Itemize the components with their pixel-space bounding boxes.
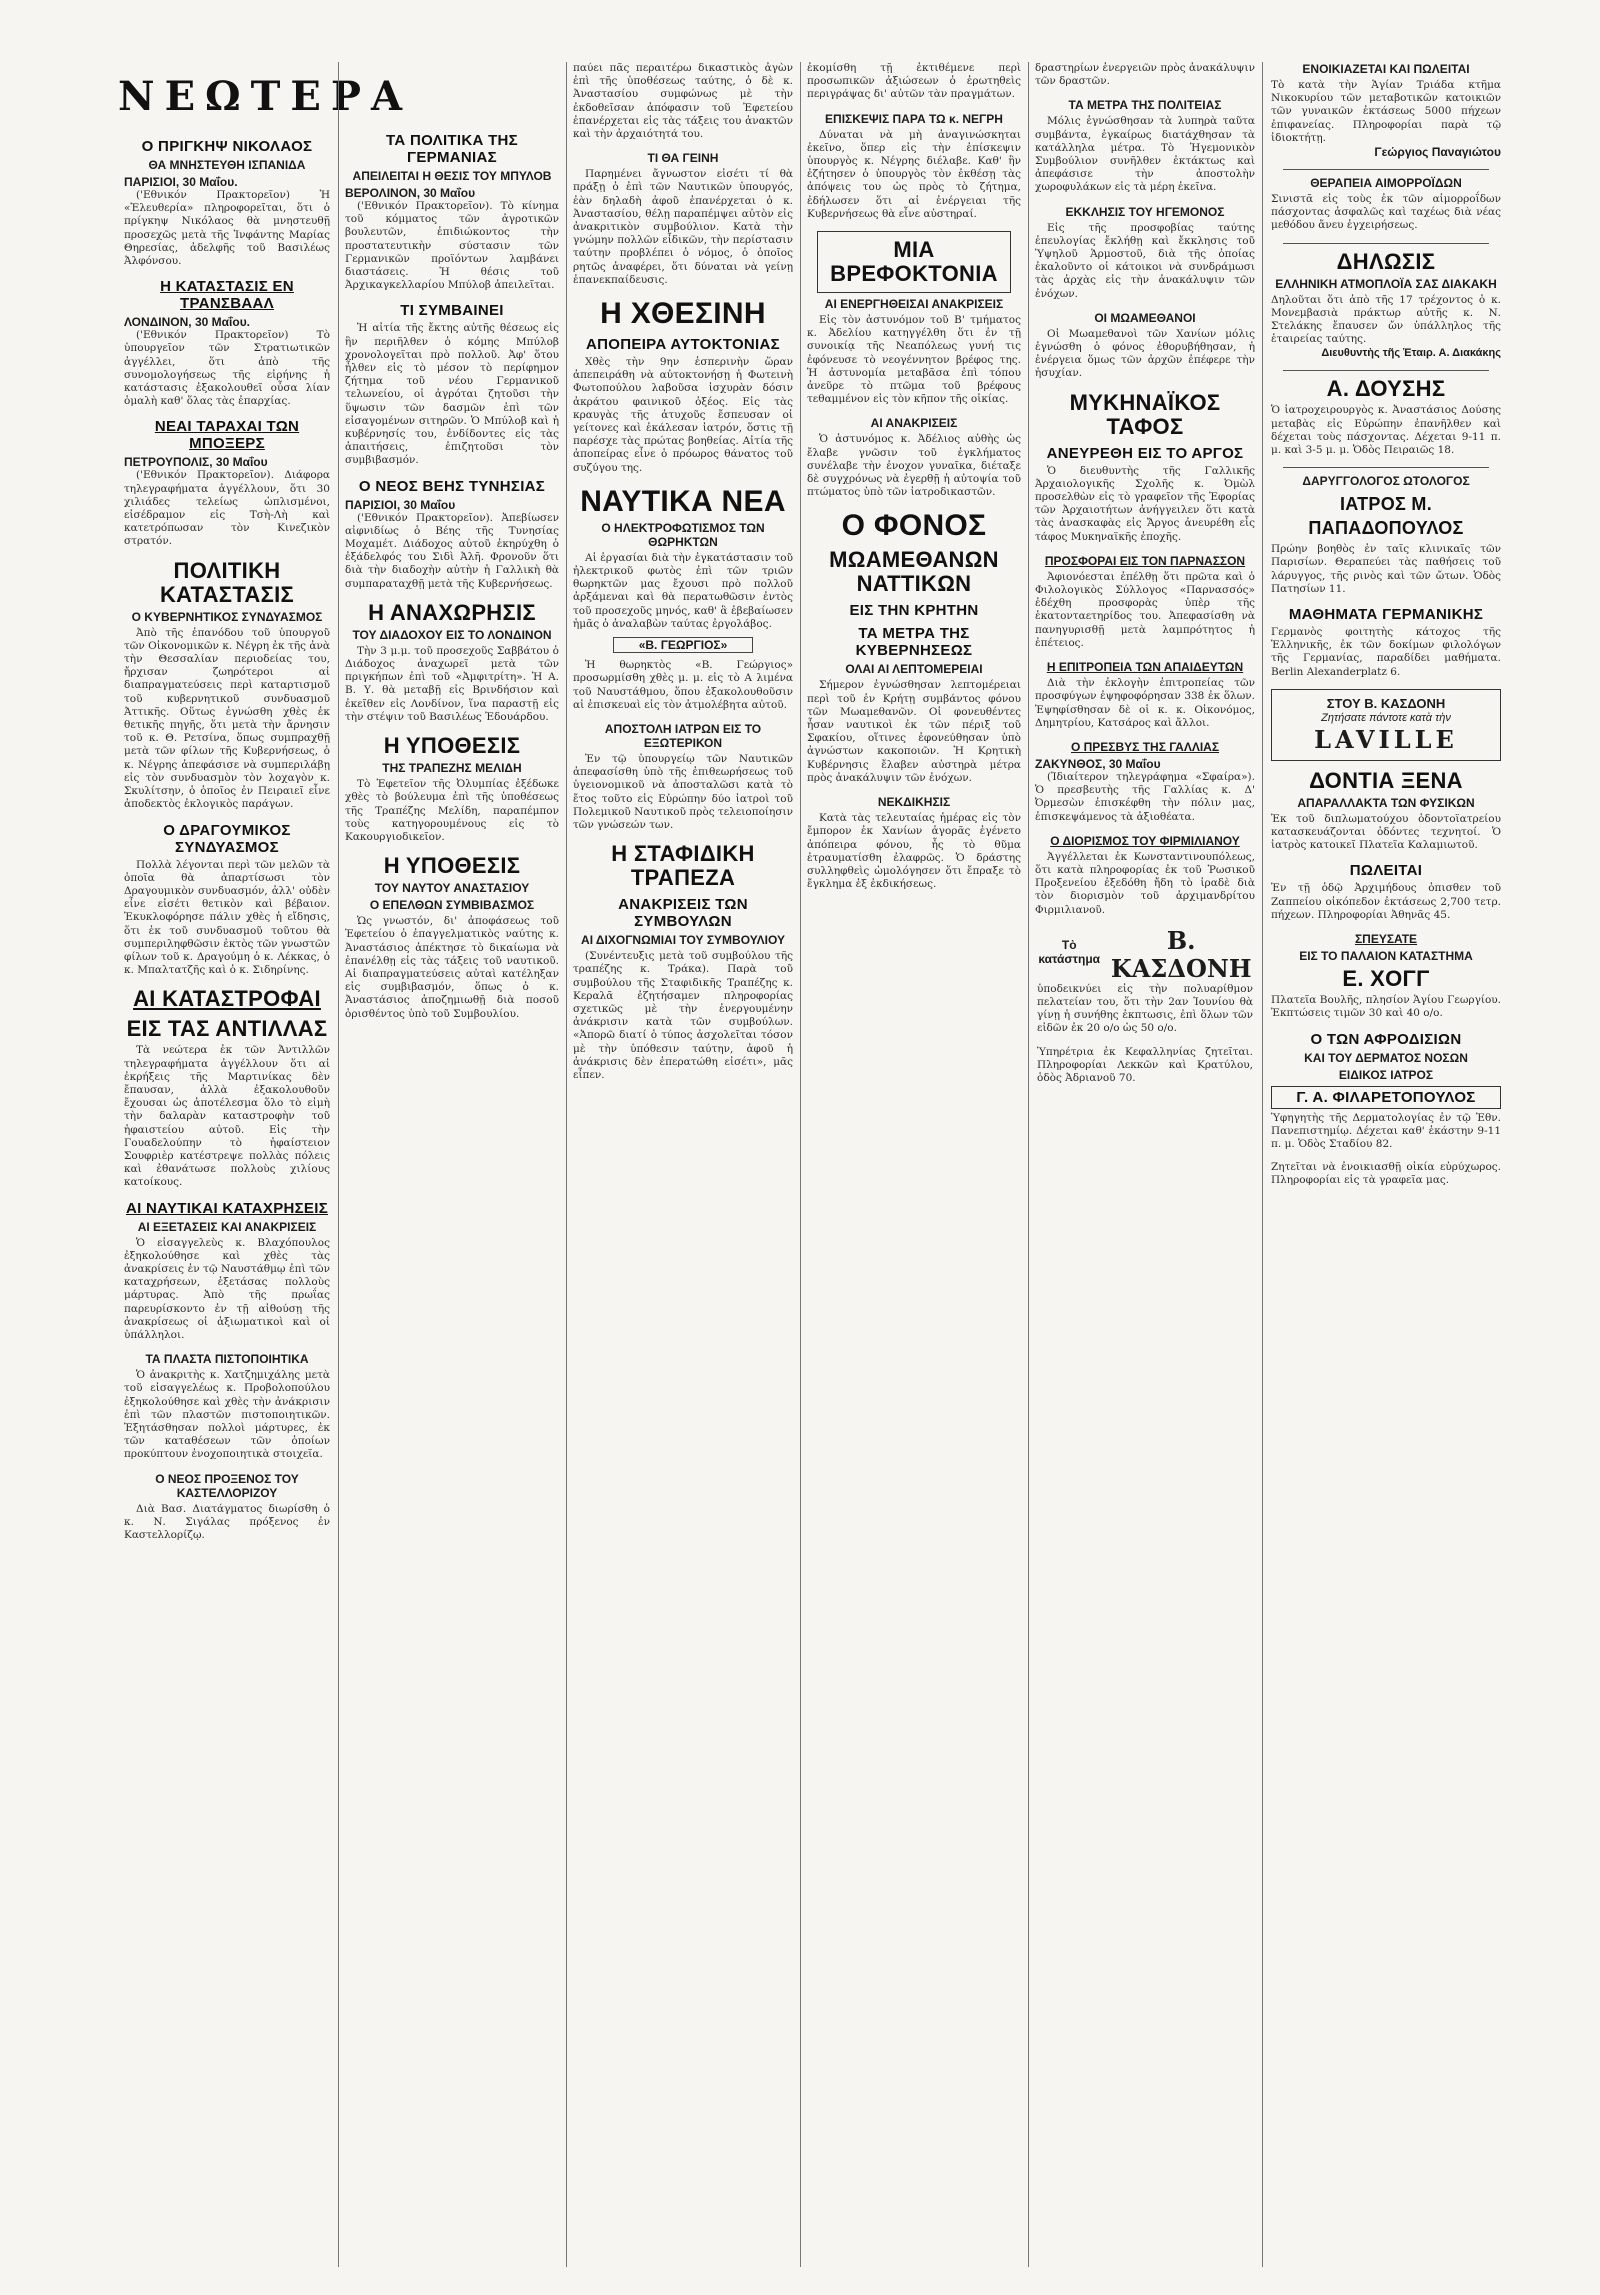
article-french-ambassador [1035,740,1255,824]
ad-subtitle: ΑΠΑΡΑΛΛΑΚΤΑ ΤΩΝ ΦΥΣΙΚΩΝ [1297,795,1475,810]
dateline: ΒΕΡΟΛΙΝΟΝ, 30 Μαΐου [345,186,476,200]
ad-title: ΕΝΟΙΚΙΑΖΕΤΑΙ ΚΑΙ ΠΩΛΕΙΤΑΙ [1302,62,1470,76]
headline-box [817,231,1011,293]
article-text: Ὁ εἰσαγγελεὺς κ. Βλαχόπουλος ἐξηκολούθησε καὶ χθὲς τὰς ἀνακρίσεις ἐν τῷ Ναυστάθμῳ ἐπὶ τῶν καταχρήσεων, ἐξετάσας πολλοὺς μάρτυρας. Ἀπὸ τῆς πρωΐας παρευρίσκοντο ἐν τῇ αἰθούσῃ τῆς ἀνακρίσεως οἱ ἀξιωματικοὶ καὶ οἱ ὑπάλληλοι. [124,1236,330,1341]
headline: ΕΠΙΣΚΕΨΙΣ ΠΑΡΑ ΤΩ κ. ΝΕΓΡΗ [825,111,1003,126]
headline: Η ΧΘΕΣΙΝΗ [600,297,766,331]
article-text: Ἡ αἰτία τῆς ἔκτης αὐτῆς θέσεως εἰς ἣν περιῆλθεν ὁ κόμης Μπύλοβ χρονολογεῖται πρὸ πολλοῦ. Ἀφ' ὅτου ἦλθεν εἰς τὸ μέσον τὸ περίφημον ζήτημα τοῦ νέου Γερμανικοῦ τελωνείου, οἱ ἀγρόται ζητοῦσι τὴν ὕψωσιν τῶν δασμῶν ἐπὶ τῶν εἰσαγομένων σιτηρῶν. Ὁ Μπύλοβ καὶ ἡ κυβέρνησίς του, ἐνδίδοντες εἰς τὰς ἀπαιτήσεις, ἐπιζητοῦσι τὸν συμβιβασμόν. [345,322,559,467]
ad-kasdoni-sale [1037,927,1253,1036]
article-prince-appeal [1035,205,1255,301]
ad-title: ΠΩΛΕΙΤΑΙ [1349,862,1423,880]
article-anastasiou [345,854,559,1021]
article-suicide-attempt [573,297,793,475]
article-continuation [573,62,793,141]
article-text: Δύναται νὰ μὴ ἀναγινώσκηται ἐκεῖνο, ὅπερ εἰς τὴν ἐπίσκεψιν ὑπουργὸς κ. Νέγρης διέλαβε. Καθ' ἣν ἐζήτησεν ὁ ὑπουργὸς τὸν ἐκθέσῃ τὰς ἀπόψεις του ὡς πρὸς τὸ ζήτημα, ἐδήλωσεν ὅτι αἱ ἐνέργειαι τῆς Κυβερνήσεως θὰ εἶνε αὐστηραί. [807,128,1021,220]
ad-hogg [1271,932,1501,1020]
column-5 [1028,62,1261,2267]
article-crown-prince [345,601,559,724]
ad-name: ΙΑΤΡΟΣ Μ. ΠΑΠΑΔΟΠΟΥΛΟΣ [1308,494,1464,539]
article-text: Μόλις ἐγνώσθησαν τὰ λυπηρὰ ταῦτα συμβάντα, ἐγκαίρως διατάχθησαν τὰ κατάλληλα μέτρα. Τὸ Ἠγεμονικὸν Συμβούλιον συνῆλθεν ἐκτάκτως καὶ ἀπεφάσισε τὴν ἀποστολὴν χωροφυλάκων εἰς τὰ μέρη ἐκεῖνα. [1035,115,1255,194]
ad-title: ΔΗΛΩΣΙΣ [1336,248,1436,274]
ad-house-wanted [1271,1161,1501,1187]
headline: ΤΑ ΜΕΤΡΑ ΤΗΣ ΠΟΛΙΤΕΙΑΣ [1068,98,1222,113]
subheadline: ΤΟΥ ΝΑΥΤΟΥ ΑΝΑΣΤΑΣΙΟΥ [374,881,530,896]
article-consul [124,1472,330,1543]
ad-name: Γ. Α. ΦΙΛΑΡΕΤΟΠΟΥΛΟΣ [1271,1086,1501,1109]
article-refugees-committee [1035,660,1255,730]
article-text: ('Εθνικόν Πρακτορεῖον). Ἀπεβίωσεν αἰφνιδίως ὁ Βέης τῆς Τυνησίας Μοχαμέτ. Διάδοχος αὐτοῦ ἐκηρύχθη ὁ ἐξάδελφός του Σιδὶ Ἀλῆ. Φρονοῦν ὅτι διὰ τὴν διαδοχὴν αὐτὴν ἡ Γαλλικὴ θὰ συμπαραταχθῇ μετὰ τῆς Κυβερνήσεως. [345,511,559,590]
ad-prefix: Τὸ κατάστημα [1038,937,1101,966]
dateline: ΠΕΤΡΟΥΠΟΛΙΣ, 30 Μαΐου [124,455,268,470]
ad-title: ΔΑΡΥΓΓΟΛΟΓΟΣ ΩΤΟΛΟΓΟΣ [1302,474,1470,489]
headline: Η ΣΤΑΦΙΔΙΚΗ ΤΡΑΠΕΖΑ [611,841,755,891]
subheadline: ΑΠΕΙΛΕΙΤΑΙ Η ΘΕΣΙΣ ΤΟΥ ΜΠΥΛΟΒ [352,169,552,183]
ad-german-lessons [1271,606,1501,679]
article-text: ἐκομίσθη τῇ ἐκτιθέμενε περὶ προσωπικῶν ἀξιώσεων ὁ ἐρωτηθεὶς περιγράψας δι' αὐτῶν τὰν πραγμάτων. [807,62,1021,101]
headline: Η ΕΠΙΤΡΟΠΕΙΑ ΤΩΝ ΑΠΑΙΔΕΥΤΩΝ [1046,660,1244,675]
divider [1283,243,1489,244]
article-muslims [1035,311,1255,381]
subheadline: ΑΝΑΚΡΙΣΕΙΣ ΤΩΝ ΣΥΜΒΟΥΛΩΝ [618,896,748,931]
headline: ΑΠΟΣΤΟΛΗ ΙΑΤΡΩΝ ΕΙΣ ΤΟ ΕΞΩΤΕΡΙΚΟΝ [604,721,762,750]
ad-line-1: ΣΤΟΥ Β. ΚΑΣΔΟΝΗ [1326,695,1446,711]
ad-title: ΣΠΕΥΣΑΤΕ [1354,932,1418,947]
article-parnassus [1035,554,1255,650]
article-text: Κατὰ τὰς τελευταίας ἡμέρας εἰς τὸν ἔμπορον ἐκ Χανίων ἀγορᾶς ἐγένετο ἀπόπειρα φόνου, ἧς τὸ θῦμα ἐτραυματίσθη ἐλαφρῶς. Ὁ δράστης συλληφθεὶς ὡμολόγησεν ὅτι ἔπραξε τὸ ἔγκλημα ἐξ ἐκδικήσεως. [807,812,1021,891]
article-text: Χθὲς τὴν 9ην ἑσπερινὴν ὥραν ἀπεπειράθη νὰ αὐτοκτονήσῃ ἡ Φωτεινὴ Φωτοπούλου λαβοῦσα ἰσχυρὰν δόσιν ἀκράτου φαινικοῦ ὀξέος. Εἰς τὰς κραυγὰς τῆς ἀτυχοῦς ἔσπευσαν οἱ γείτονες καὶ ἐκάλεσαν ἰατρόν, ὅστις τῇ παρέσχε τὰς πρώτας βοηθείας. Αἰτία τῆς ἀποπείρας εἶνε ὁ πρόωρος θάνατος τοῦ συζύγου της. [573,356,793,474]
article-prince-nicholas [124,138,330,268]
subheadline: ΑΠΟΠΕΙΡΑ ΑΥΤΟΚΤΟΝΙΑΣ [586,336,780,354]
article-tunisia [345,478,559,591]
article-naval-abuses [124,1200,330,1343]
article-melidi-bank [345,734,559,844]
headline: ΜΥΚΗΝΑΪΚΟΣ ΤΑΦΟΣ [1069,389,1221,439]
ad-text: Σινιστᾶ εἰς τοὺς ἐκ τῶν αἱμορροΐδων πάσχοντας ἀσφαλῶς καὶ ταχέως διὰ νέας μεθόδου ἄνευ ἐγχειρήσεως. [1271,193,1501,232]
article-firmilianos [1035,834,1255,917]
headline: Ο ΔΡΑΓΟΥΜΙΚΟΣ ΣΥΝΔΥΑΣΜΟΣ [163,821,291,856]
ad-subtitle: ΕΛΛΗΝΙΚΗ ΑΤΜΟΠΛΟΪΑ ΣΑΣ ΔΙΑΚΑΚΗ [1275,276,1497,291]
ad-hemorrhoids [1271,176,1501,233]
article-text: Ὡς γνωστόν, δι' ἀποφάσεως τοῦ Ἐφετείου ὁ ἐπαγγελματικὸς ναύτης κ. Ἀναστάσιος ἀπέκτησε τὸ δικαίωμα νὰ ἐπανέλθῃ εἰς τὰς τάξεις τοῦ ναυτικοῦ. Αἱ διαπραγματεύσεις αὐταὶ κατέληξαν εἰς συμβιβασμόν, ὅπως ὁ κ. Ἀναστάσιος ἀποζημιωθῇ διὰ ποσοῦ ὁρισθέντος ὑπὸ τοῦ Συμβουλίου. [345,915,559,1020]
ad-signature: Διευθυντὴς τῆς Ἑταιρ. Α. Διακάκης [1321,347,1501,360]
article-continuation [1035,62,1255,88]
masthead: ΝΕΩΤΕΡΑ [118,73,413,120]
article-text: Ἀγγέλλεται ἐκ Κωνσταντινουπόλεως, ὅτι κατὰ πληροφορίας ἐκ τοῦ Ῥωσικοῦ Προξενείου ἐξεδόθη ἤδη τὸ ἰραδὲ διὰ τὸν διορισμὸν τοῦ ἀρχιμανδρίτου Φιρμιλιανοῦ. [1035,850,1255,916]
ad-subtitle: ΚΑΙ ΤΟΥ ΔΕΡΜΑΤΟΣ ΝΟΣΩΝ [1304,1050,1468,1065]
subheadline: ΑΙ ΕΝΕΡΓΗΘΕΙΣΑΙ ΑΝΑΚΡΙΣΕΙΣ [824,297,1004,312]
dateline: ΖΑΚΥΝΘΟΣ, 30 Μαΐου [1035,756,1161,771]
ad-text: Πλατεῖα Βουλῆς, πλησίον Ἁγίου Γεωργίου. Ἐκπτώσεις τιμῶν 30 καὶ 40 ο/ο. [1271,994,1501,1020]
ad-subtitle: ΕΙΣ ΤΟ ΠΑΛΑΙΟΝ ΚΑΤΑΣΤΗΜΑ [1299,949,1473,964]
ad-subtitle-2: ΕΙΔΙΚΟΣ ΙΑΤΡΟΣ [1338,1067,1434,1082]
article-antilles [124,987,330,1189]
ad-store-name: Β. ΚΑΣΔΟΝΗ [1110,925,1252,983]
headline: ΑΙ ΚΑΤΑΣΤΡΟΦΑΙ [133,986,321,1012]
article-text: Σήμερον ἐγνώσθησαν λεπτομέρειαι περὶ τοῦ ἐν Κρήτῃ συμβάντος φόνου τῶν Μωαμεθανῶν. Οἱ φονευθέντες ἦσαν ναυτικοὶ ἐκ τῶν πέριξ τοῦ Σφακίου, οἵτινες ἐφονεύθησαν ὑπὸ ἀγνώστων κακοποιῶν. Ἡ Κρητικὴ Κυβέρνησις ἔλαβεν αὐστηρὰ μέτρα πρὸς ἀνακάλυψιν τῶν ἐνόχων. [807,679,1021,784]
article-negris-visit [807,112,1021,221]
column-2 [338,62,565,2267]
subheadline-3: ΤΑ ΜΕΤΡΑ ΤΗΣ ΚΥΒΕΡΝΗΣΕΩΣ [855,625,973,660]
dateline: ΠΑΡΙΣΙΟΙ, 30 Μαΐου. [124,175,238,189]
article-dragoumis [124,822,330,978]
subheadline-2: ΑΙ ΔΙΧΟΓΝΩΜΙΑΙ ΤΟΥ ΣΥΜΒΟΥΛΙΟΥ [581,933,785,948]
headline: Ο ΦΟΝΟΣ [841,509,987,543]
ship-name: «Β. ΓΕΩΡΓΙΟΣ» [613,637,753,653]
column-6-ads [1262,62,1509,2267]
subheadline: ΘΑ ΜΝΗΣΤΕΥΘΗ ΙΣΠΑΝΙΔΑ [148,158,306,172]
ad-text: Ὑφηγητὴς τῆς Δερματολογίας ἐν τῷ Ἐθν. Πανεπιστημίῳ. Δέχεται καθ' ἑκάστην 9-11 π. μ. Ὁδὸς Σταδίου 82. [1271,1111,1501,1150]
divider [1283,370,1489,371]
ad-title: ΔΟΝΤΙΑ ΞΕΝΑ [1309,767,1463,793]
ad-title: ΘΕΡΑΠΕΙΑ ΑΙΜΟΡΡΟΪΔΩΝ [1310,176,1462,191]
subheadline: ΕΙΣ ΤΑΣ ΑΝΤΙΛΛΑΣ [126,1016,328,1042]
article-text-2: Ἡ θωρηκτὸς «Β. Γεώργιος» προσωρμίσθη χθὲς μ. μ. εἰς τὸ Α λιμένα τοῦ Ναυστάθμου, ὅπου ἐξακολουθοῦσιν αἱ ἐπισκευαὶ εἰς τὸν ἀτμολέβητα αὐτοῦ. [573,659,793,711]
article-text: Διὰ τὴν ἐκλογὴν ἐπιτροπείας τῶν προσφύγων ἐψηφοφόρησαν 338 ἐκ ὅλων. Ἐψηφίσθησαν δὲ οἱ κ. κ. Οἰκονόμος, Δημητρίου, Κατσάρος καὶ ἄλλοι. [1035,677,1255,729]
article-revenge [807,795,1021,891]
ad-text: Ζητεῖται νὰ ἐνοικιασθῇ οἰκία εὐρύχωρος. Πληροφορίαι εἰς τὰ γραφεῖα μας. [1271,1161,1501,1187]
headline: ΑΙ ΝΑΥΤΙΚΑΙ ΚΑΤΑΧΡΗΣΕΙΣ [125,1199,329,1217]
headline: Η ΚΑΤΑΣΤΑΣΙΣ ΕΝ ΤΡΑΝΣΒΑΑΛ [160,278,294,313]
headline: ΤΙ ΘΑ ΓΕΙΝΗ [647,151,719,166]
article-text: Εἰς τὸν ἀστυνόμον τοῦ Β' τμήματος κ. Ἀδελίου κατηγγέλθη ὅτι ἐν τῇ συνοικίᾳ τῆς Νεαπόλεως γυνή τις ἐφόνευσε τὸ νεογέννητον βρέφος της. Ἡ ἀστυνομία μεταβᾶσα ἐπὶ τόπου ἀνεῦρε τὸ πτῶμα τοῦ βρέφους τεθαμμένον εἰς τὸν κῆπον τῆς οἰκίας. [807,314,1021,406]
article-what-will-happen [573,151,793,287]
article-text: (Ἰδιαίτερον τηλεγράφημα «Σφαίρα»). Ὁ πρεσβευτὴς τῆς Γαλλίας κ. Δ' Ὀρμεσὼν ἐπισκέφθη τὴν πόλιν μας, ἐπισκεψάμενος τὰ ἀξιοθέατα. [1035,770,1255,823]
ad-title: ΜΑΘΗΜΑΤΑ ΓΕΡΜΑΝΙΚΗΣ [1288,606,1484,624]
ad-laville [1271,689,1501,761]
headline: Ο ΝΕΟΣ ΒΕΗΣ ΤΥΝΗΣΙΑΣ [358,477,546,495]
article-text: Ὁ ἀνακριτὴς κ. Χατζημιχάλης μετὰ τοῦ εἰσαγγελέως κ. Προβολοπούλου ἐξηκολούθησε καὶ χθὲς τὴν ἀνάκρισιν ἐπὶ τῶν πλαστῶν πιστοποιητικῶν. Ἐξητάσθησαν πολλοὶ μάρτυρες, ἐκ τῶν καταθέσεων τῶν ὁποίων προκύπτουν ἐνοχοποιητικὰ στοιχεῖα. [124,1369,330,1461]
headline: Ο ΝΕΟΣ ΠΡΟΞΕΝΟΣ ΤΟΥ ΚΑΣΤΕΛΛΟΡΙΖΟΥ [155,1471,299,1500]
ad-text: Ἐκ τοῦ διπλωματούχου ὁδοντοϊατρείου κατασκευάζονται ὀδόντες τεχνητοί. Ὁ ἰατρὸς κατοικεῖ Πλατεῖα Καλαμιωτοῦ. [1271,812,1501,852]
article-text: παύει πᾶς περαιτέρω δικαστικὸς ἀγὼν ἐπὶ τῆς ὑποθέσεως ταύτης, ὁ δὲ κ. Ἀναστασίου συμφώνως μὲ τὴν ἐκδοθεῖσαν ἀπόφασιν τοῦ Ἐφετείου ἐπανέρχεται εἰς τὰς τάξεις του ἀνακτῶν καὶ τὴν ἀρχαιότητά του. [573,62,793,141]
ad-name: Ε. ΧΟΓΓ [1342,966,1430,992]
headline: ΤΑ ΠΟΛΙΤΙΚΑ ΤΗΣ ΓΕΡΜΑΝΙΑΣ [386,132,518,166]
article-text: ('Εθνικόν Πρακτορεῖον). Διάφορα τηλεγραφήματα ἀγγέλλουν, ὅτι 30 χιλιάδες τελείως ὡπλισμένοι, εἰσέδραμον εἰς Τσὴ-Λὴ καὶ κατετρόπωσαν τὸν Κινεζικὸν στρατόν. [124,469,330,548]
headline: ΝΕΚΔΙΚΗΣΙΣ [877,795,951,810]
headline: Ο ΠΡΕΣΒΥΣ ΤΗΣ ΓΑΛΛΙΑΣ [1070,739,1220,754]
article-political [124,559,330,812]
headline: ΟΙ ΜΩΑΜΕΘΑΝΟΙ [1094,310,1196,325]
ad-filaretopoulos [1271,1031,1501,1152]
article-state-measures [1035,98,1255,194]
article-continuation [807,62,1021,102]
article-crete-murder [807,509,1021,785]
article-mycenaean-tomb [1035,391,1255,544]
ad-maid [1037,1046,1253,1086]
column-4 [800,62,1027,2267]
subheadline-4: ΟΛΑΙ ΑΙ ΛΕΠΤΟΜΕΡΕΙΑΙ [845,662,983,677]
headline: ΤΑ ΠΛΑΣΤΑ ΠΙΣΤΟΠΟΙΗΤΙΚΑ [145,1352,309,1367]
subheadline: Ο ΗΛΕΚΤΡΟΦΩΤΙΣΜΟΣ ΤΩΝ ΘΩΡΗΚΤΩΝ [601,520,765,549]
article-text: Τὸ Ἐφετεῖον τῆς Ὀλυμπίας ἐξέδωκε χθὲς τὸ βούλευμα ἐπὶ τῆς ὑποθέσεως τῆς Τραπέζης Μελίδη, παραπέμπον τοὺς κατηγορουμένους εἰς τὸ Κακουργιοδικεῖον. [345,778,559,843]
ad-line-2: Ζητήσατε πάντοτε κατὰ τὴν [1321,711,1451,724]
article-forged-certificates [124,1352,330,1461]
divider [1283,169,1489,170]
ad-signature: Γεώργιος Παναγιώτου [1374,145,1501,160]
ad-rent-sale [1271,62,1501,159]
article-text: ('Εθνικόν Πρακτορεῖον). Τὸ κίνημα τοῦ κόμματος τῶν ἀγροτικῶν βουλευτῶν, ἐπιδιώκοντος τὴν προστατευτικὴν σύστασιν τῶν Γερμανικῶν προϊόντων λαμβάνει διαστάσεις. Ἡ θέσις τοῦ Ἀρχικαγκελλαρίου Μπύλοβ ἀπειλεῖται. [345,200,559,292]
headline: ΤΙ ΣΥΜΒΑΙΝΕΙ [400,302,504,320]
article-boxers [124,418,330,548]
article-text: Τὰ νεώτερα ἐκ τῶν Ἀντιλλῶν τηλεγραφήματα ἀγγέλλουν ὅτι αἱ ἐκρήξεις τῆς Μαρτινίκας δὲν ἔπαυσαν, ἀλλὰ ἐξακολουθοῦν ἔχουσαι ὡς ἀποτέλεσμα ὅλο τὸ εἰμὴ τὴν δαλαρὰν καταστροφὴν τοῦ ἡφαιστείου αὐτοῦ. Εἰς τὴν Γουαδελούπην τὸ ἡφαίστειον Σουφριὲρ κατέστρεψε πολλὰς πόλεις καὶ ἐθανάτωσε πολλοὺς χιλίους κατοίκους. [124,1044,330,1189]
article-text: Ὁ ἀστυνόμος κ. Ἀδέλιος αὐθὴς ὡς ἔλαβε γνῶσιν τοῦ ἐγκλήματος συνέλαβε τὴν ἐνοχον γυναῖκα, διέταξε δὲ συγχρόνως νὰ ἐγερθῇ ἡ αὐτοψία τοῦ πτώματος ὑπὸ τῶν ἰατροδικαστῶν. [807,433,1021,499]
subheadline: ΑΝΕΥΡΕΘΗ ΕΙΣ ΤΟ ΑΡΓΟΣ [1046,444,1244,462]
ad-title: Ο ΤΩΝ ΑΦΡΟΔΙΣΙΩΝ [1310,1030,1462,1048]
article-text: Οἱ Μωαμεθανοὶ τῶν Χανίων μόλις ἐγνώσθη ὁ φόνος ἐθορυβήθησαν, ἡ ἐνέργεια ὅμως τῶν ἀρχῶν ἐπέφερε τὴν ἡσυχίαν. [1035,327,1255,380]
headline: Η ΑΝΑΧΩΡΗΣΙΣ [368,599,536,625]
article-text: Πολλὰ λέγονται περὶ τῶν μελῶν τὰ ὁποῖα θὰ ἀπαρτίσωσι τὸν Δραγουμικὸν συνδυασμόν, ἀλλ' οὐδὲν εἶνε εἰσέτι θετικὸν καὶ βέβαιον. Ἐκυκλοφόρησε πάλιν χθὲς ἡ εἴδησις, ὅτι ἐκ τοῦ συνδυασμοῦ τοῦτου θὰ συμπεριληφθῶσιν ἐκτὸς τῶν γνωστῶν φίλων τοῦ κ. Δραγούμη ὁ κ. Λέκκας, ὁ κ. Μπαλτατζῆς καὶ ὁ κ. Σιδηρίνης. [124,858,330,977]
subheadline-2: ΕΙΣ ΤΗΝ ΚΡΗΤΗΝ [849,602,979,620]
ad-text: Ὑπηρέτρια ἐκ Κεφαλληνίας ζητεῖται. Πληροφορίαι Λεκκῶν καὶ Κρατύλου, ὁδὸς Ἀδριανοῦ 70. [1037,1045,1253,1084]
article-text: Ὁ διευθυντὴς τῆς Γαλλικῆς Ἀρχαιολογικῆς Σχολῆς κ. Ὀμὼλ προσελθὼν εἰς τὸ γραφεῖον τῆς Ἐφορίας τῶν Ἀρχαιοτήτων ἀνήγγειλεν ὅτι κατὰ τὰς ἀνασκαφὰς εἰς Ἄργος ἀνευρέθη εἷς τάφος Μυκηναϊκῆς ἐποχῆς. [1035,464,1255,543]
article-text: ('Εθνικόν Πρακτορεῖον) Τὸ ὑπουργεῖον τῶν Στρατιωτικῶν ἀγγέλλει, ὅτι ἀπὸ τῆς συνομολογήσεως τῆς εἰρήνης ἡ κατάστασις ἐξακολουθεῖ οὖσα λίαν ὁμαλὴ καθ' ὅλας τὰς ἐπαρχίας. [124,329,330,408]
divider [1283,467,1489,468]
ad-title: Α. ΔΟΥΣΗΣ [1326,376,1446,402]
article-text: Διὰ Βασ. Διατάγματος διωρίσθη ὁ κ. Ν. Σιγάλας πρόξενος ἐν Καστελλορίζῳ. [124,1502,330,1542]
subheadline: ΤΗΣ ΤΡΑΠΕΖΗΣ ΜΕΛΙΔΗ [382,761,522,776]
subheadline: ΑΙ ΕΞΕΤΑΣΕΙΣ ΚΑΙ ΑΝΑΚΡΙΣΕΙΣ [137,1219,317,1234]
headline: ΝΕΑΙ ΤΑΡΑΧΑΙ ΤΩΝ ΜΠΟΞΕΡΣ [154,418,300,453]
article-text: δραστηρίων ἐνεργειῶν πρὸς ἀνακάλυψιν τῶν δραστῶν. [1035,62,1255,88]
headline: ΜΙΑ ΒΡΕΦΟΚΤΟΝΙΑ [830,237,998,287]
article-naval-news [573,485,793,712]
article-text: Εἰς τῆς προσφοβίας ταύτης ἐπευλογίας ἔκλήθῃ καὶ ἔκκλησις τοῦ Ὑψηλοῦ Ἁρμοστοῦ, διὰ τῆς ὁποίας ἐκαλοῦντο οἱ κάτοικοι νὰ συνδράμωσι τὰς ἀρχὰς εἰς τὴν ἀνακάλυψιν τῶν ἐνόχων. [1035,221,1255,300]
article-what-happens [345,302,559,467]
article-text: (Συνέντευξις μετὰ τοῦ συμβούλου τῆς τραπέζης κ. Τράκα). Παρὰ τοῦ συμβούλου τῆς Σταφιδικῆς Τραπέζης κ. Κεραλᾶ ἐζητήσαμεν πληροφορίας σχετικῶς μὲ τὴν ἐνεργουμένην ἀνάκρισιν κατὰ τῶν συμβούλων. «Ἀπορῶ διατί ὁ τύπος ἀσχολεῖται τόσον μὲ τὴν ὑπόθεσιν ταύτην, ἀφοῦ ἡ ἀνάκρισις δὲν ἐπερατώθη εἰσέτι», μᾶς εἶπεν. [573,950,793,1081]
subheadline-2: Ο ΕΠΕΛΘΩΝ ΣΥΜΒΙΒΑΣΜΟΣ [369,898,535,913]
ad-text: Τὸ κατὰ τὴν Ἁγίαν Τριάδα κτῆμα Νικοκυρίου τῶν μεταβοτικῶν κατοικιῶν τῶν γυναικῶν ἐκτάσεως 5000 πήχεων ἐπιφανείας. Πληροφορίαι παρὰ τῷ ἰδιοκτήτῃ. [1271,79,1501,144]
ad-teeth [1271,769,1501,853]
column-3 [566,62,799,2267]
headline: ΝΑΥΤΙΚΑ ΝΕΑ [580,484,786,518]
subheadline: Ο ΚΥΒΕΡΝΗΤΙΚΟΣ ΣΥΝΔΥΑΣΜΟΣ [131,609,323,624]
headline: Η ΥΠΟΘΕΣΙΣ [383,853,521,879]
ad-declaration [1271,250,1501,361]
article-text: Τὴν 3 μ.μ. τοῦ προσεχοῦς Σαββάτου ὁ Διάδοχος ἀναχωρεῖ μετὰ τῶν πριγκήπων ἐπὶ τοῦ «Ἀμφιτρίτη». Ἡ Α. Β. Υ. θὰ μεταβῇ εἰς Βρινδήσιον καὶ ἐκεῖθεν εἰς Λονδίνον, ἵνα παραστῇ εἰς τὴν στέψιν τοῦ Βασιλέως Ἐδουάρδου. [345,644,559,723]
article-infanticide [807,231,1021,406]
headline: ΑΙ ΑΝΑΚΡΙΣΕΙΣ [870,416,958,431]
article-investigations [807,416,1021,499]
article-text: ('Εθνικόν Πρακτορεῖον) Ἡ «Ἐλευθερία» πληροφορεῖται, ὅτι ὁ πρίγκηψ Νικόλαος θὰ μνηστευθῇ προσεχῶς μετὰ τῆς Ἰνφάντης Μαρίας Θηρεσίας, ἀδελφῆς τοῦ Βασιλέως Ἀλφόνσου. [124,189,330,268]
newspaper-page [118,62,1508,2267]
ad-text: Ἐν τῇ ὁδῷ Ἀρχιμήδους ὁπισθεν τοῦ Ζαππείου οἰκόπεδον ἐκτάσεως 2,700 τετρ. πήχεων. Πληροφορίαι Ἀθηνᾶς 45. [1271,882,1501,921]
headline: ΠΟΛΙΤΙΚΗ ΚΑΤΑΣΤΑΣΙΣ [159,557,295,607]
article-doctors-abroad [573,722,793,832]
article-text: Αἱ ἐργασίαι διὰ τὴν ἐγκατάστασιν τοῦ ἠλεκτρικοῦ φωτὸς ἐπὶ τῶν τριῶν θωρηκτῶν μας ἔχουσι πρὸ πολλοῦ ἀρξάμεναι καὶ θὰ περατωθῶσιν ἐντὸς τοῦ προσεχοῦς μηνός, καθ' ἃ ἐβεβαίωσεν ἡμᾶς ὁ ἀναλαβὼν ταύτας ἐργολάβος. [573,551,793,630]
article-text: Ἀφιονόεσται ἐπέλθῃ ὅτι πρῶτα καὶ ὁ Φιλολογικὸς Σύλλογος «Παρνασσός» ἐδέχθη προσφορὰς ὑπὲρ τῆς ἑκατονταετηρίδος του. Ἀπεφασίσθη νὰ πανηγυρισθῇ μετὰ λαμπρότητος ἡ ἐπέτειος. [1035,570,1255,649]
dateline: ΛΟΝΔΙΝΟΝ, 30 Μαΐου. [124,315,251,330]
ad-brand: LAVILLE [1314,724,1458,754]
headline: Ο ΔΙΟΡΙΣΜΟΣ ΤΟΥ ΦΙΡΜΙΛΙΑΝΟΥ [1050,833,1240,848]
subheadline: ΤΟΥ ΔΙΑΔΟΧΟΥ ΕΙΣ ΤΟ ΛΟΝΔΙΝΟΝ [352,627,552,642]
article-text: Παρημένει ἄγνωστον εἰσέτι τί θὰ πράξῃ ὁ ἐπὶ τῶν Ναυτικῶν ὑπουργός, ἐὰν δηλαδὴ ἀφοῦ ἐπανέρχεται ὁ κ. Ἀναστασίου, θέλῃ παραπέμψει αὐτὸν εἰς ἀνακριτικὸν συμβούλιον. Κατὰ τὴν γνώμην πολλῶν εἶδικῶν, τὴν περίστασιν ταύτην προβλέπει ὁ νόμος, ὁ ὁποῖος ρητῶς ἀναφέρει, ὅτι δύναται νὰ γείνῃ ἐπανεκπαίδευσις. [573,168,793,286]
headline: Η ΥΠΟΘΕΣΙΣ [383,733,521,759]
ad-for-sale [1271,862,1501,922]
article-text: Ἀπὸ τῆς ἐπανόδου τοῦ ὑπουργοῦ τῶν Οἰκονομικῶν κ. Νέγρη ἐκ τῆς ἀνὰ τὴν Θεσσαλίαν περιοδείας του, ἤρχισαν ζωηρότεροι αἱ διαπραγματεύσεις περὶ καταρτισμοῦ τοῦ κυβερνητικοῦ συνδυασμοῦ Ἀττικῆς. Οὕτως ἐγνώσθη χθὲς ἐκ θετικῆς πηγῆς, ὅτι μετὰ τὴν ἄρνησιν τοῦ κ. Θ. Ρετσίνα, ὅπως συμπραχθῇ μετὰ τῶν φίλων τῆς Κυβερνήσεως, ὁ κ. Νέγρης ἀπεφάσισε νὰ συμπεριλάβῃ εἰς τὸν συνδυασμὸν τὸν λοχαγὸν κ. Σκυλίτσην, ὁ ὁποῖος ἐν Πειραιεῖ εἶνε ἀποδεκτὸς ἐκλογικὸς παράγων. [124,626,330,811]
ad-text: Γερμανὸς φοιτητὴς κάτοχος τῆς Ἑλληνικῆς, ἐκ τῶν δοκίμων φιλολόγων τῆς Γερμανίας, παραδίδει μαθήματα. Berlin Alexanderplatz 6. [1271,626,1501,678]
ad-dousis [1271,377,1501,457]
headline: ΕΚΚΛΗΣΙΣ ΤΟΥ ΗΓΕΜΟΝΟΣ [1065,204,1225,219]
ad-text: Ὁ ἰατροχειρουργὸς κ. Ἀναστάσιος Δούσης μεταβὰς εἰς Εὐρώπην ἐπανῆλθεν καὶ δέχεται τοὺς πάσχοντας. Δέχεται 9-11 π. μ. καὶ 3-5 μ. μ. Ὁδὸς Πειραιῶς 18. [1271,404,1501,457]
headline: Ο ΠΡΙΓΚΗΨ ΝΙΚΟΛΑΟΣ [141,138,313,155]
article-text: Ἐν τῷ ὑπουργείῳ τῶν Ναυτικῶν ἀπεφασίσθη ὑπὸ τῆς ἐπιθεωρήσεως τοῦ ὑγειονομικοῦ νὰ ἀποσταλῶσι κατὰ τὸ ἔτος τοῦτο εἰς Εὐρώπην δύο ἰατροὶ τοῦ Πολεμικοῦ Ναυτικοῦ πρὸς τελειοποίησιν τῶν γνώσεών των. [573,752,794,831]
headline: ΠΡΟΣΦΟΡΑΙ ΕΙΣ ΤΟΝ ΠΑΡΝΑΣΣΟΝ [1044,553,1246,568]
article-currant-bank [573,842,793,1082]
ad-text: Πρώην βοηθὸς ἐν ταῖς κλινικαῖς τῶν Παρισίων. Θεραπεύει τὰς παθήσεις τοῦ λάρυγγος, τῆς ρινὸς καὶ τῶν ὤτων. Ὁδὸς Πατησίων 11. [1271,543,1501,595]
article-transvaal [124,278,330,408]
ad-text: ὑποδεικνύει εἰς τὴν πολυαρίθμον πελατείαν του, ὅτι τὴν 2αν Ἰουνίου θὰ γίνῃ ἡ συνήθης ἐκπτωσις, ἐπὶ ὅλων τῶν εἰδῶν ἐκ 20 ο/ο ὡς 50 ο/ο. [1037,982,1253,1035]
ad-papadopoulos [1271,474,1501,596]
ad-text: Δηλοῦται ὅτι ἀπὸ τῆς 17 τρέχοντος ὁ κ. Μονεμβασιὰ πράκτωρ αὐτῆς κ. Ν. Στελάκης ἔπαυσεν ὤν ὑπάλληλος τῆς ἑταιρείας ταύτης. [1271,293,1501,346]
dateline: ΠΑΡΙΣΙΟΙ, 30 Μαΐου [345,497,456,512]
article-germany [345,132,559,292]
subheadline: ΜΩΑΜΕΘΑΝΩΝ ΝΑΤΤΙΚΩΝ [829,547,999,597]
